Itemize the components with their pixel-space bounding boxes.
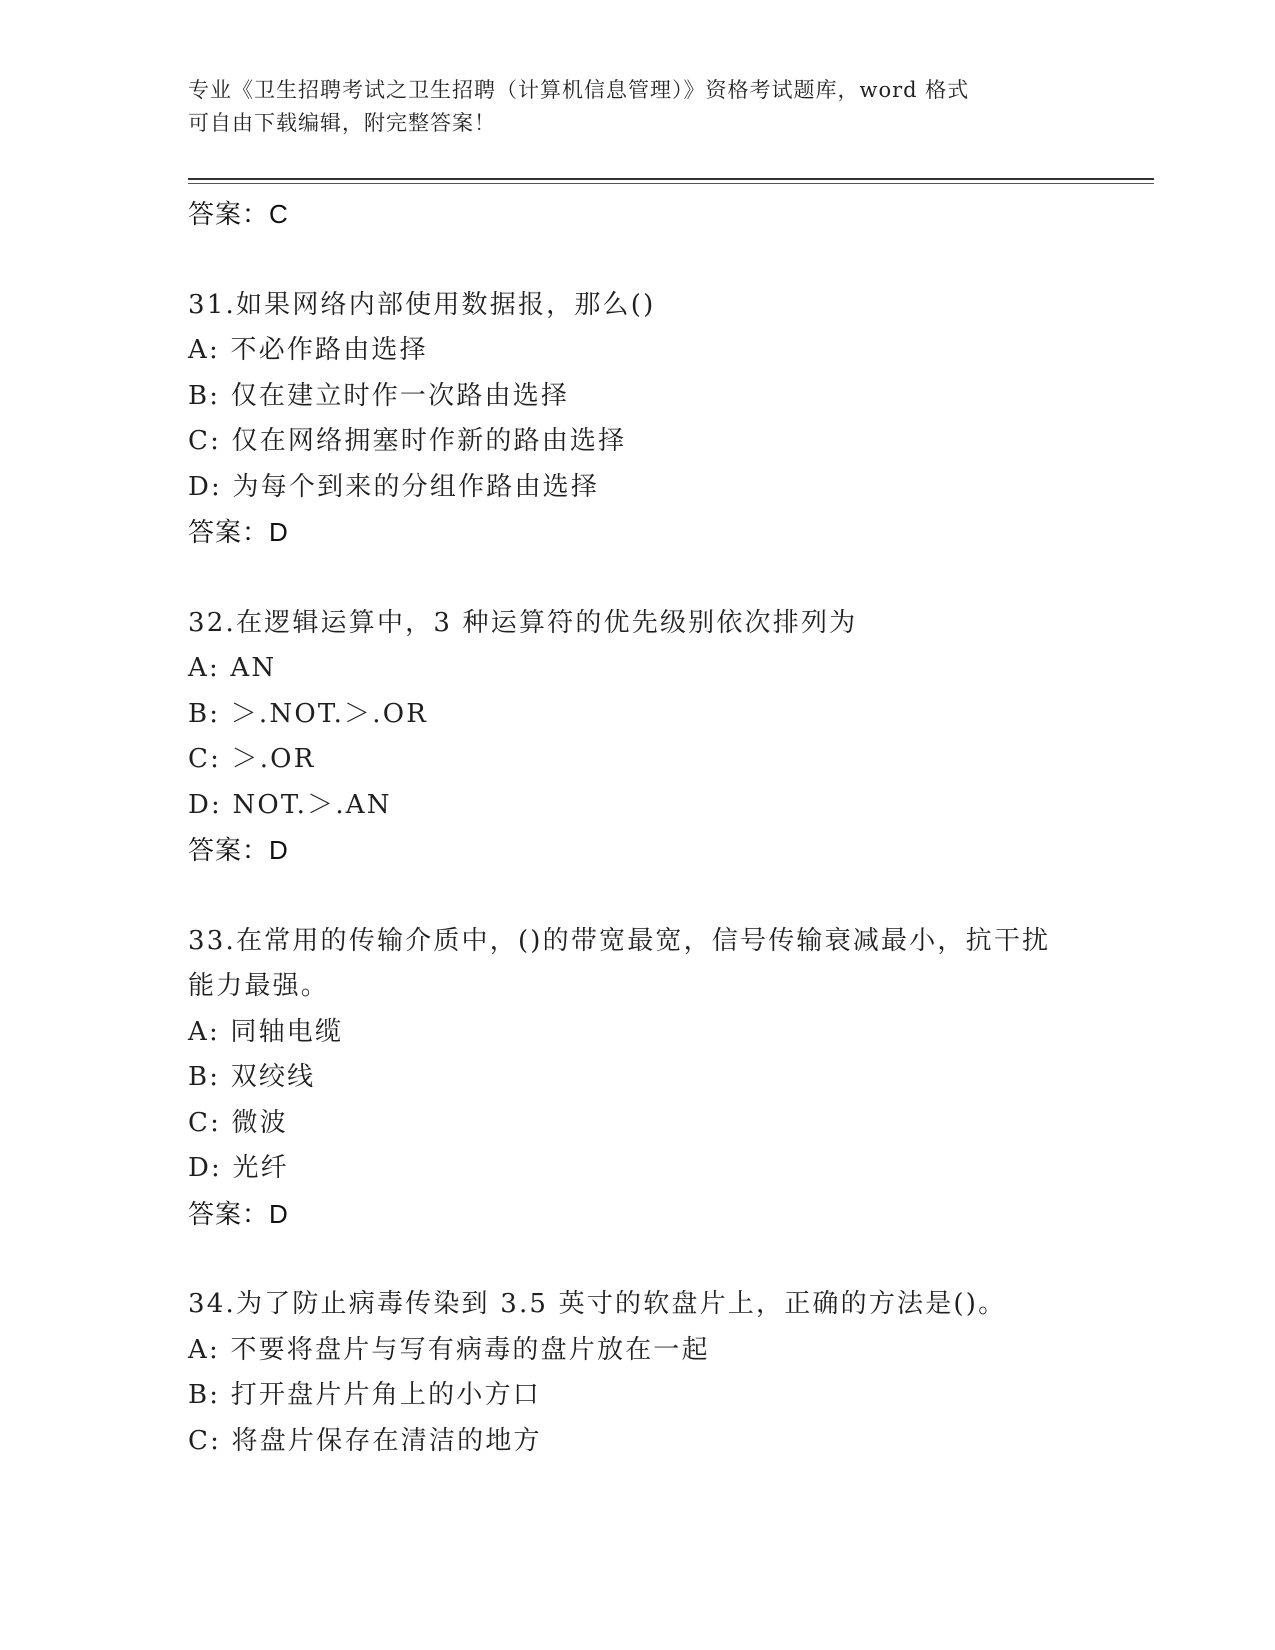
option-b: B: ＞.NOT.＞.OR <box>188 698 429 729</box>
question-stem-line-1: 33.在常用的传输介质中，()的带宽最宽，信号传输衰减最小，抗干扰 <box>188 925 1051 956</box>
question-34 <box>188 1282 1088 1464</box>
question-list <box>188 192 1088 1464</box>
option-a: A: 不要将盘片与写有病毒的盘片放在一起 <box>188 1334 710 1365</box>
previous-answer: 答案：C <box>188 199 289 229</box>
question-stem: 34.为了防止病毒传染到 3.5 英寸的软盘片上，正确的方法是()。 <box>188 1289 1007 1319</box>
question-32 <box>188 601 1088 874</box>
answer: 答案：D <box>188 835 289 865</box>
option-d: D: NOT.＞.AN <box>188 789 392 820</box>
header-line-2: 可自由下载编辑，附完整答案！ <box>188 111 496 135</box>
spacer <box>188 238 1088 283</box>
option-b: B: 双绞线 <box>188 1062 316 1092</box>
question-stem-line-2: 能力最强。 <box>188 971 330 1001</box>
option-d: D: 为每个到来的分组作路由选择 <box>188 471 600 502</box>
document-header <box>188 74 1068 140</box>
option-a: A: 同轴电缆 <box>188 1016 344 1047</box>
spacer <box>188 874 1088 919</box>
question-33 <box>188 919 1088 1238</box>
answer: 答案：D <box>188 517 289 547</box>
option-b: B: 打开盘片片角上的小方口 <box>188 1380 541 1410</box>
option-a: A: 不必作路由选择 <box>188 335 428 365</box>
answer: 答案：D <box>188 1198 289 1229</box>
header-divider-thin <box>188 183 1154 184</box>
option-c: C: 将盘片保存在清洁的地方 <box>188 1425 542 1456</box>
spacer <box>188 1237 1088 1282</box>
question-31 <box>188 283 1088 556</box>
option-c: C: 微波 <box>188 1107 288 1138</box>
spacer <box>188 556 1088 601</box>
option-a: A: AN <box>188 653 277 683</box>
question-stem: 31.如果网络内部使用数据报，那么() <box>188 289 656 320</box>
header-line-1: 专业《卫生招聘考试之卫生招聘（计算机信息管理）》资格考试题库，word 格式 <box>188 78 970 102</box>
option-d: D: 光纤 <box>188 1153 289 1183</box>
header-divider-thick <box>188 178 1154 180</box>
option-b: B: 仅在建立时作一次路由选择 <box>188 380 570 411</box>
question-stem: 32.在逻辑运算中，3 种运算符的优先级别依次排列为 <box>188 607 858 638</box>
option-c: C: 仅在网络拥塞时作新的路由选择 <box>188 426 627 456</box>
option-c: C: ＞.OR <box>188 744 316 774</box>
